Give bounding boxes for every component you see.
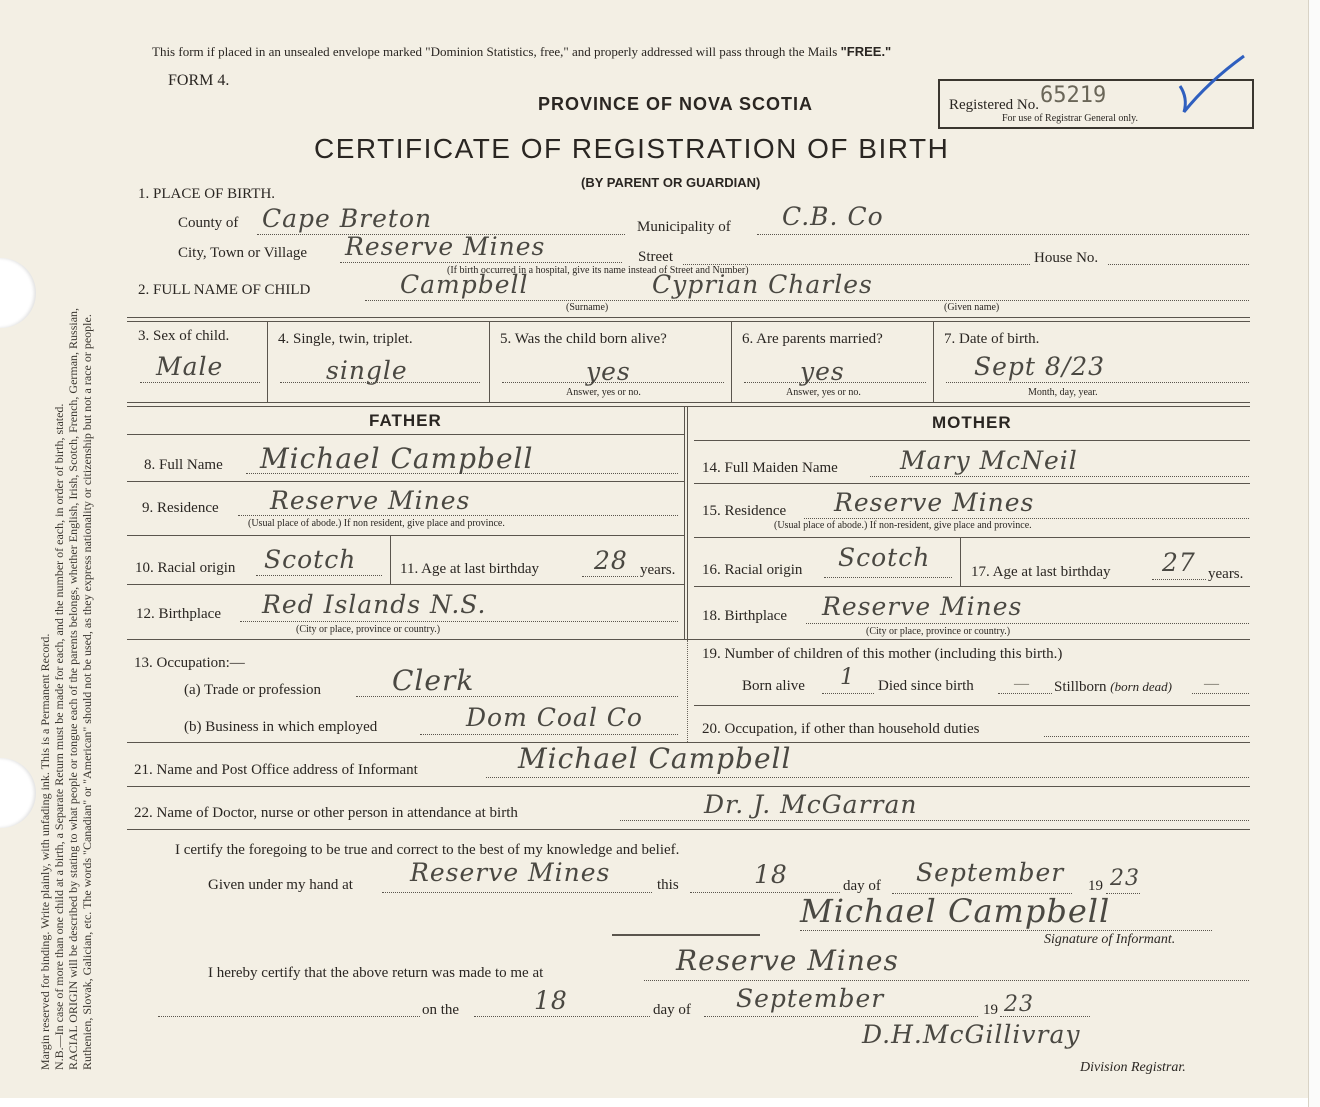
mother-racial-origin-label: 16. Racial origin xyxy=(702,562,803,578)
county-value: Cape Breton xyxy=(262,204,433,233)
sex-value: Male xyxy=(156,352,224,381)
date-of-birth-label: 7. Date of birth. xyxy=(944,331,1040,347)
mother-residence-value: Reserve Mines xyxy=(834,488,1035,517)
mother-age-value: 27 xyxy=(1162,548,1196,577)
registrar-day-of-label: day of xyxy=(653,1002,691,1018)
margin-note-racial-origin: RACIAL ORIGIN will be described by stating to what people or tongue each of the parents belongs, whether English, Irish, Scotch, French, German, Russian, xyxy=(66,307,80,1070)
stillborn-note: (born dead) xyxy=(1110,679,1173,694)
registrar-year-prefix: 19 xyxy=(983,1002,998,1018)
born-alive-note: Answer, yes or no. xyxy=(566,387,641,398)
registrar-signature: D.H.McGillivray xyxy=(862,1020,1081,1049)
plurality-value: single xyxy=(326,356,408,385)
city-label: City, Town or Village xyxy=(178,245,308,261)
father-age-years: years. xyxy=(640,562,676,578)
certificate-title: CERTIFICATE OF REGISTRATION OF BIRTH xyxy=(314,133,950,164)
certify-year-value: 23 xyxy=(1110,866,1140,891)
date-of-birth-value: Sept 8/23 xyxy=(974,352,1106,381)
father-racial-origin-value: Scotch xyxy=(264,545,357,574)
mother-racial-origin-value: Scotch xyxy=(838,543,931,572)
informant-signature: Michael Campbell xyxy=(800,892,1111,930)
registrar-day-value: 18 xyxy=(534,986,568,1015)
scan-border xyxy=(1308,0,1320,1107)
father-age-value: 28 xyxy=(594,546,628,575)
registrar-year-value: 23 xyxy=(1004,992,1034,1017)
father-name-label: 8. Full Name xyxy=(144,457,223,473)
registrar-place-value: Reserve Mines xyxy=(676,944,899,977)
doctor-label: 22. Name of Doctor, nurse or other person in attendance at birth xyxy=(134,805,518,821)
check-mark-icon xyxy=(1178,52,1248,116)
mother-age-label: 17. Age at last birthday xyxy=(971,564,1111,580)
informant-signature-label: Signature of Informant. xyxy=(1044,932,1176,947)
child-surname: Campbell xyxy=(400,270,529,299)
stillborn-value: — xyxy=(1204,676,1219,692)
father-abode-note: (Usual place of abode.) If non resident, give place and province. xyxy=(248,518,505,529)
trade-label: (a) Trade or profession xyxy=(184,682,322,698)
mother-birthplace-label: 18. Birthplace xyxy=(702,608,787,624)
street-label: Street xyxy=(638,249,673,265)
date-of-birth-note: Month, day, year. xyxy=(1028,387,1098,398)
certify-day-of-label: day of xyxy=(843,878,881,894)
stillborn-label-text: Stillborn xyxy=(1054,679,1107,695)
registered-value: 65219 xyxy=(1040,83,1107,108)
margin-note-binding: Margin reserved for binding. Write plainly, with unfading ink. This is a Permanent Record. xyxy=(38,633,52,1070)
father-racial-origin-label: 10. Racial origin xyxy=(135,560,236,576)
county-label: County of xyxy=(178,215,239,231)
mother-occupation-label: 20. Occupation, if other than household duties xyxy=(702,721,980,737)
child-name-label: 2. FULL NAME OF CHILD xyxy=(138,282,311,298)
mother-name-label: 14. Full Maiden Name xyxy=(702,460,838,476)
city-value: Reserve Mines xyxy=(345,232,546,261)
plurality-label: 4. Single, twin, triplet. xyxy=(278,331,413,347)
children-count-label: 19. Number of children of this mother (including this birth.) xyxy=(702,646,1063,662)
certificate-subtitle: (BY PARENT OR GUARDIAN) xyxy=(581,175,761,190)
mother-header: MOTHER xyxy=(932,413,1012,432)
this-label: this xyxy=(657,877,679,893)
born-alive-label: 5. Was the child born alive? xyxy=(500,331,667,347)
mother-birthplace-note: (City or place, province or country.) xyxy=(866,626,1011,637)
stillborn-label xyxy=(1054,679,1172,696)
trade-value: Clerk xyxy=(392,664,475,697)
registered-label: Registered No. xyxy=(949,97,1039,113)
municipality-label: Municipality of xyxy=(637,219,731,235)
registrar-statement: I hereby certify that the above return was made to me at xyxy=(208,965,544,981)
province-title: PROVINCE OF NOVA SCOTIA xyxy=(538,94,814,114)
father-residence-label: 9. Residence xyxy=(142,500,219,516)
margin-note-racial-origin-cont: Ruthenien, Slovak, Galician, etc. The words "Canadian" or "American" should not be used, as they express nationality or citizenship but not a race or people. xyxy=(80,314,94,1070)
child-given-name: Cyprian Charles xyxy=(652,270,873,299)
mother-residence-label: 15. Residence xyxy=(702,503,787,519)
father-name-value: Michael Campbell xyxy=(260,442,534,475)
father-occupation-label: 13. Occupation:— xyxy=(134,655,245,671)
binding-hole-bottom xyxy=(0,758,36,828)
given-name-note: (Given name) xyxy=(944,302,1000,313)
margin-notes xyxy=(38,40,122,1070)
father-age-label: 11. Age at last birthday xyxy=(400,561,539,577)
informant-label: 21. Name and Post Office address of Informant xyxy=(134,762,418,778)
born-alive-value: yes xyxy=(586,357,631,386)
father-birthplace-note: (City or place, province or country.) xyxy=(296,624,441,635)
informant-value: Michael Campbell xyxy=(518,742,792,775)
place-of-birth-label: 1. PLACE OF BIRTH. xyxy=(138,186,276,202)
form-number: FORM 4. xyxy=(168,72,230,89)
died-since-birth-label: Died since birth xyxy=(878,678,974,694)
parents-married-note: Answer, yes or no. xyxy=(786,387,861,398)
given-place-value: Reserve Mines xyxy=(410,858,611,887)
certify-year-prefix: 19 xyxy=(1088,878,1103,894)
house-number-label: House No. xyxy=(1034,250,1099,266)
born-alive-count-value: 1 xyxy=(840,665,855,690)
registrar-signature-label: Division Registrar. xyxy=(1080,1060,1186,1075)
surname-note: (Surname) xyxy=(566,302,609,313)
doctor-value: Dr. J. McGarran xyxy=(704,790,918,819)
mother-abode-note: (Usual place of abode.) If non-resident, give place and province. xyxy=(774,520,1032,531)
father-header: FATHER xyxy=(369,411,442,430)
registrar-note: For use of Registrar General only. xyxy=(1002,113,1138,124)
mail-notice xyxy=(152,44,891,60)
mother-name-value: Mary McNeil xyxy=(900,446,1078,475)
given-under-hand-label: Given under my hand at xyxy=(208,877,353,893)
died-since-birth-value: — xyxy=(1014,676,1029,692)
hospital-note: (If birth occurred in a hospital, give its name instead of Street and Number) xyxy=(447,265,749,276)
father-residence-value: Reserve Mines xyxy=(270,486,471,515)
sex-label: 3. Sex of child. xyxy=(138,328,230,344)
parents-married-value: yes xyxy=(800,357,845,386)
parents-married-label: 6. Are parents married? xyxy=(742,331,883,347)
business-label: (b) Business in which employed xyxy=(184,719,378,735)
father-birthplace-label: 12. Birthplace xyxy=(136,606,221,622)
municipality-value: C.B. Co xyxy=(782,202,884,231)
mail-notice-text: This form if placed in an unsealed envelope marked "Dominion Statistics, free," and properly addressed will pass through the Mails xyxy=(152,44,838,59)
margin-note-separate-return: N.B.—In case of more than one child at a birth, a Separate Return must be made for each, and the number of each, in order of birth, stated. xyxy=(52,403,66,1070)
registrar-month-value: September xyxy=(736,984,885,1013)
certify-month-value: September xyxy=(916,858,1065,887)
father-birthplace-value: Red Islands N.S. xyxy=(262,590,487,619)
registrar-on-the-label: on the xyxy=(422,1002,460,1018)
mother-age-years: years. xyxy=(1208,566,1244,582)
certify-day-value: 18 xyxy=(754,860,788,889)
born-alive-count-label: Born alive xyxy=(742,678,805,694)
mother-birthplace-value: Reserve Mines xyxy=(822,592,1023,621)
mail-free: "FREE." xyxy=(840,44,892,59)
certify-statement: I certify the foregoing to be true and correct to the best of my knowledge and belief. xyxy=(175,842,680,858)
business-value: Dom Coal Co xyxy=(466,703,643,732)
binding-hole-top xyxy=(0,258,36,328)
